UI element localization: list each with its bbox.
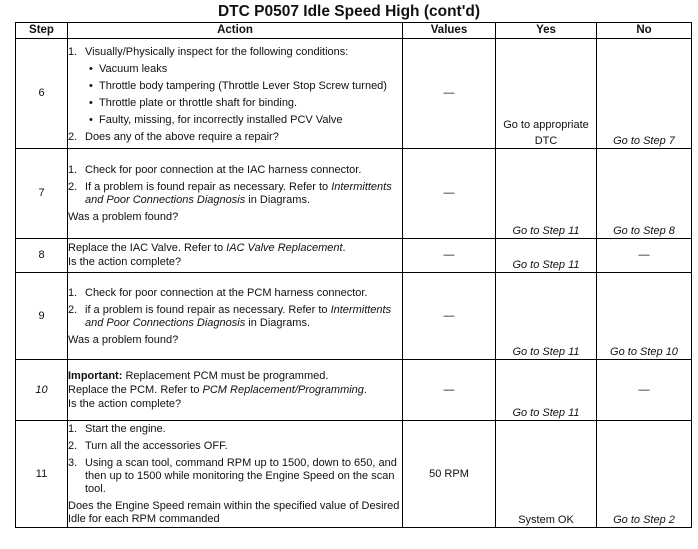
header-step: Step bbox=[16, 23, 68, 39]
no-cell: Go to Step 7 bbox=[597, 39, 692, 149]
header-no: No bbox=[597, 23, 692, 39]
question-text: Was a problem found? bbox=[68, 333, 179, 346]
list-item: 3. Using a scan tool, command RPM up to 1500, down to 650, and then up to 1500 while monitoring the Engine Speed on the scan tool. bbox=[68, 457, 397, 495]
list-item: 2. Turn all the accessories OFF. bbox=[68, 440, 228, 452]
dash: — bbox=[443, 87, 455, 99]
action-cell bbox=[68, 149, 403, 239]
step-number: 10 bbox=[16, 360, 68, 421]
header-action: Action bbox=[68, 23, 403, 39]
action-line: Replace the IAC Valve. Refer to IAC Valve Replacement. bbox=[68, 242, 346, 254]
action-line: Replace the PCM. Refer to PCM Replacement/Programming. bbox=[68, 383, 367, 396]
table-row bbox=[16, 239, 692, 273]
list-item: 1. Visually/Physically inspect for the following conditions: bbox=[68, 45, 349, 58]
list-item: 1. Check for poor connection at the PCM harness connector. bbox=[68, 286, 368, 299]
table-row bbox=[16, 421, 692, 528]
values-cell: — bbox=[403, 360, 496, 421]
yes-cell: Go to Step 11 bbox=[496, 273, 597, 360]
yes-cell: Go to Step 11 bbox=[496, 360, 597, 421]
action-cell bbox=[68, 360, 403, 421]
action-cell bbox=[68, 421, 403, 528]
table-header-row bbox=[16, 23, 692, 39]
list-item: • Throttle body tampering (Throttle Lever Stop Screw turned) bbox=[89, 79, 387, 92]
list-item: • Vacuum leaks bbox=[89, 62, 168, 75]
action-cell bbox=[68, 273, 403, 360]
action-cell bbox=[68, 39, 403, 149]
no-cell: — bbox=[597, 360, 692, 421]
list-item: 1. Start the engine. bbox=[68, 423, 166, 435]
list-item: • Throttle plate or throttle shaft for binding. bbox=[89, 96, 298, 109]
values-cell: 50 RPM bbox=[403, 421, 496, 528]
question-text: Is the action complete? bbox=[68, 397, 182, 410]
header-yes: Yes bbox=[496, 23, 597, 39]
list-item: 2. If a problem is found repair as necessary. Refer to Intermittents and Poor Connections Diagnosis in Diagrams. bbox=[68, 181, 392, 206]
values-cell: — bbox=[403, 273, 496, 360]
step-number: 7 bbox=[16, 149, 68, 239]
step-number: 11 bbox=[16, 421, 68, 528]
values-cell: — bbox=[403, 149, 496, 239]
no-cell: Go to Step 2 bbox=[597, 421, 692, 528]
yes-cell: Go to appropriate DTC bbox=[496, 39, 597, 149]
no-cell: — bbox=[597, 239, 692, 273]
table-row bbox=[16, 39, 692, 149]
page-title: DTC P0507 Idle Speed High (cont'd) bbox=[217, 3, 481, 20]
list-item: • Faulty, missing, for incorrectly installed PCV Valve bbox=[89, 113, 343, 126]
table-row bbox=[16, 149, 692, 239]
question-text: Is the action complete? bbox=[68, 256, 182, 268]
step-number: 9 bbox=[16, 273, 68, 360]
yes-cell: Go to Step 11 bbox=[496, 239, 597, 273]
yes-cell: Go to Step 11 bbox=[496, 149, 597, 239]
list-item: 1. Check for poor connection at the IAC harness connector. bbox=[68, 164, 362, 176]
values-cell bbox=[403, 39, 496, 149]
question-text: Does the Engine Speed remain within the specified value of Desired Idle for each RPM commanded bbox=[68, 500, 400, 525]
table-row bbox=[16, 360, 692, 421]
table-row bbox=[16, 273, 692, 360]
question-text: Was a problem found? bbox=[68, 211, 179, 223]
values-cell: — bbox=[403, 239, 496, 273]
step-number: 8 bbox=[16, 239, 68, 273]
list-item: 2. Does any of the above require a repair? bbox=[68, 130, 279, 143]
step-number: 6 bbox=[16, 39, 68, 149]
no-cell: Go to Step 8 bbox=[597, 149, 692, 239]
important-note: Important: Replacement PCM must be programmed. bbox=[68, 369, 329, 382]
header-values: Values bbox=[403, 23, 496, 39]
dtc-table bbox=[15, 22, 692, 528]
list-item: 2. if a problem is found repair as necessary. Refer to Intermittents and Poor Connections Diagnosis in Diagrams. bbox=[68, 303, 392, 329]
action-cell bbox=[68, 239, 403, 273]
no-cell: Go to Step 10 bbox=[597, 273, 692, 360]
yes-cell: System OK bbox=[496, 421, 597, 528]
